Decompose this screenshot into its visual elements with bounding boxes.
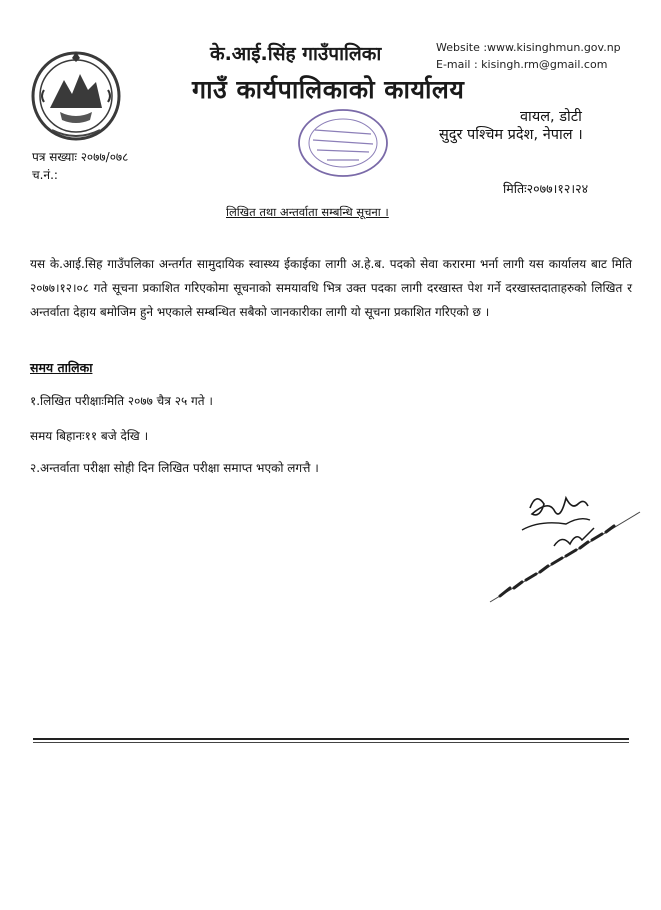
- schedule-item: २.अन्तर्वाता परीक्षा सोही दिन लिखित परीक्षा समाप्त भएको लगत्तै ।: [30, 461, 319, 475]
- website-text: Website :www.kisinghmun.gov.np: [436, 41, 621, 54]
- office-seal-stamp: [297, 108, 389, 178]
- office-title: गाउँ कार्यपालिकाको कार्यालय: [192, 75, 465, 104]
- email-text: E-mail : kisingh.rm@gmail.com: [436, 58, 608, 71]
- contact-block: [436, 39, 621, 73]
- letter-date: मितिः२०७७।१२।२४: [503, 181, 589, 196]
- office-name: के.आई.सिंह गाउँपालिका: [210, 43, 382, 65]
- dispatch-number: च.नं.:: [32, 168, 58, 182]
- footer-rule-thin: [33, 742, 629, 743]
- address-line-1: वायल, डोटी: [520, 109, 582, 125]
- letter-subject: लिखित तथा अन्तर्वाता सम्बन्धि सूचना ।: [226, 205, 389, 219]
- nepal-emblem-logo: [30, 50, 122, 142]
- footer-rule: [33, 738, 629, 740]
- schedule-item: १.लिखित परीक्षाःमिति २०७७ चैत्र २५ गते ।: [30, 394, 213, 408]
- letter-body: यस के.आई.सिह गाउँपलिका अन्तर्गत सामुदायिक स्वास्थ्य ईकाईका लागी अ.हे.ब. पदको सेवा करारमा भर्ना लागी यस कार्यालय बाट मिति २०७७।१२।०८ गते सूचना प्रकाशित गरिएकोमा सूचनाको समयावधि भित्र उक्त पदका लागी दरखास्त पेश गर्ने दरखास्तदाताहरुको लिखित र अन्तर्वाता देहाय बमोजिम हुने भएकाले सम्बन्धित सबैको जानकारीका लागी यो सूचना प्रकाशित गरिएको छ ।: [30, 257, 632, 319]
- signature-stamp: [470, 470, 650, 610]
- schedule-item: समय बिहानः११ बजे देखि ।: [30, 429, 149, 443]
- schedule-heading: समय तालिका: [30, 360, 93, 375]
- address-line-2: सुदुर पश्चिम प्रदेश, नेपाल ।: [439, 127, 583, 143]
- reference-number: पत्र सख्याः २०७७/०७८: [32, 150, 129, 164]
